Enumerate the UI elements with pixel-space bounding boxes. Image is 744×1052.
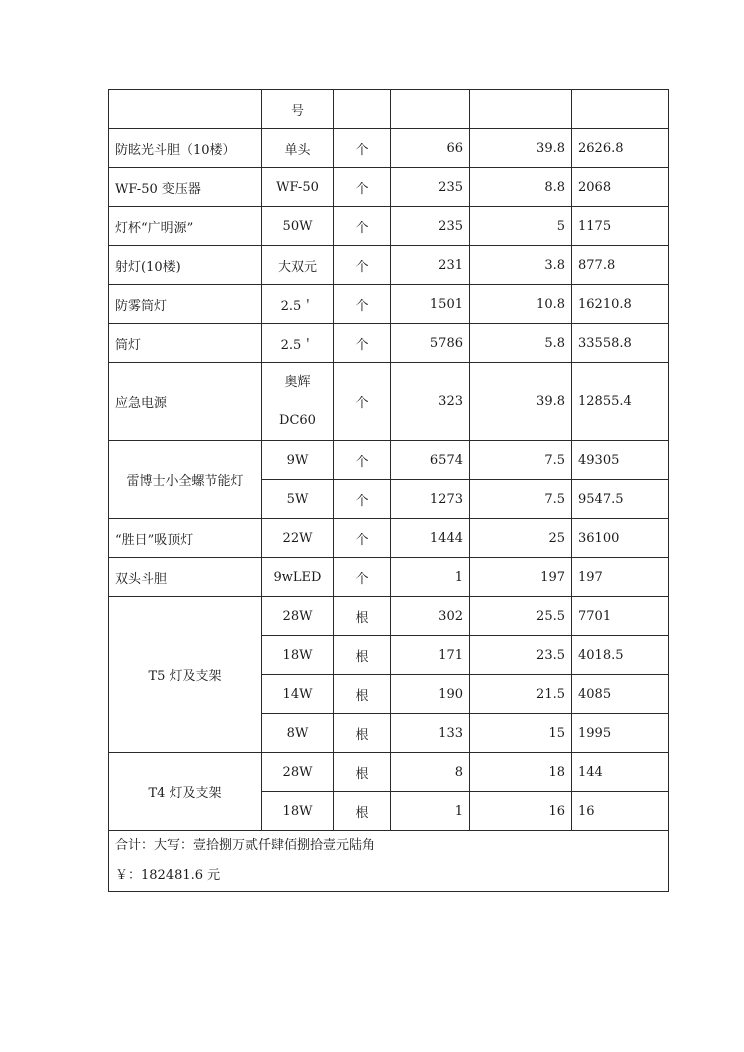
item-total: 33558.8 (572, 324, 669, 363)
item-spec: 5W (262, 480, 334, 519)
item-price: 7.5 (470, 480, 572, 519)
item-qty: 1273 (391, 480, 470, 519)
table-row (109, 207, 669, 246)
item-total: 4085 (572, 675, 669, 714)
header-price-cell (470, 90, 572, 129)
item-price: 25 (470, 519, 572, 558)
item-qty: 66 (391, 129, 470, 168)
item-total: 9547.5 (572, 480, 669, 519)
item-name: T5 灯及支架 (109, 597, 262, 753)
item-qty: 133 (391, 714, 470, 753)
item-unit: 个 (334, 207, 391, 246)
item-total: 877.8 (572, 246, 669, 285)
item-unit: 个 (334, 558, 391, 597)
item-spec: 18W (262, 636, 334, 675)
item-price: 8.8 (470, 168, 572, 207)
item-total: 12855.4 (572, 363, 669, 441)
table-header-row (109, 90, 669, 129)
total-amount: ￥：182481.6 元 (115, 868, 221, 883)
item-price: 3.8 (470, 246, 572, 285)
item-qty: 323 (391, 363, 470, 441)
item-total: 144 (572, 753, 669, 792)
item-spec: 28W (262, 753, 334, 792)
header-unit-cell (334, 90, 391, 129)
item-name: 双头斗胆 (109, 558, 262, 597)
item-price: 15 (470, 714, 572, 753)
item-price: 21.5 (470, 675, 572, 714)
item-total: 16210.8 (572, 285, 669, 324)
item-spec: 2.5＇ (262, 324, 334, 363)
total-cell (109, 831, 669, 892)
table-row (109, 129, 669, 168)
price-table (108, 89, 669, 892)
item-unit: 个 (334, 168, 391, 207)
table-row (109, 246, 669, 285)
header-qty-cell (391, 90, 470, 129)
item-spec (262, 363, 334, 441)
item-unit: 根 (334, 675, 391, 714)
item-spec-line-1: 奥辉 (284, 374, 311, 390)
item-spec: WF-50 (262, 168, 334, 207)
item-unit: 根 (334, 753, 391, 792)
item-qty: 1 (391, 558, 470, 597)
item-qty: 171 (391, 636, 470, 675)
item-price: 5.8 (470, 324, 572, 363)
item-total: 7701 (572, 597, 669, 636)
item-unit: 个 (334, 441, 391, 480)
header-name-cell (109, 90, 262, 129)
item-name: 防雾筒灯 (109, 285, 262, 324)
table-row (109, 285, 669, 324)
header-total-cell (572, 90, 669, 129)
item-name: “胜日”吸顶灯 (109, 519, 262, 558)
item-total: 2626.8 (572, 129, 669, 168)
item-total: 1175 (572, 207, 669, 246)
item-total: 1995 (572, 714, 669, 753)
item-total: 36100 (572, 519, 669, 558)
item-qty: 302 (391, 597, 470, 636)
item-spec: 14W (262, 675, 334, 714)
item-total: 197 (572, 558, 669, 597)
item-qty: 235 (391, 168, 470, 207)
table-row (109, 324, 669, 363)
item-name: 防眩光斗胆（10楼） (109, 129, 262, 168)
item-unit: 个 (334, 480, 391, 519)
table-row (109, 597, 669, 636)
item-price: 10.8 (470, 285, 572, 324)
item-qty: 8 (391, 753, 470, 792)
item-price: 7.5 (470, 441, 572, 480)
item-total: 2068 (572, 168, 669, 207)
item-total: 49305 (572, 441, 669, 480)
item-spec: 8W (262, 714, 334, 753)
table-row (109, 519, 669, 558)
item-price: 5 (470, 207, 572, 246)
item-unit: 个 (334, 246, 391, 285)
item-spec: 9W (262, 441, 334, 480)
table-row (109, 753, 669, 792)
table-row (109, 363, 669, 441)
item-price: 16 (470, 792, 572, 831)
item-unit: 个 (334, 285, 391, 324)
total-row (109, 831, 669, 892)
item-qty: 6574 (391, 441, 470, 480)
table-row (109, 441, 669, 480)
item-price: 25.5 (470, 597, 572, 636)
item-total: 16 (572, 792, 669, 831)
item-unit: 根 (334, 597, 391, 636)
item-name: 应急电源 (109, 363, 262, 441)
item-spec-line-2: DC60 (279, 412, 316, 428)
item-qty: 231 (391, 246, 470, 285)
item-unit: 个 (334, 129, 391, 168)
item-price: 39.8 (470, 129, 572, 168)
item-qty: 190 (391, 675, 470, 714)
header-spec-cell: 号 (262, 90, 334, 129)
item-price: 23.5 (470, 636, 572, 675)
item-qty: 235 (391, 207, 470, 246)
item-spec: 2.5＇ (262, 285, 334, 324)
item-spec: 28W (262, 597, 334, 636)
item-spec: 22W (262, 519, 334, 558)
item-spec: 单头 (262, 129, 334, 168)
item-spec: 18W (262, 792, 334, 831)
item-total: 4018.5 (572, 636, 669, 675)
item-qty: 1444 (391, 519, 470, 558)
item-name: WF-50 变压器 (109, 168, 262, 207)
item-name: 雷博士小全螺节能灯 (109, 441, 262, 519)
item-spec: 50W (262, 207, 334, 246)
item-price: 18 (470, 753, 572, 792)
table-row (109, 168, 669, 207)
item-name: 灯杯“广明源” (109, 207, 262, 246)
item-qty: 1501 (391, 285, 470, 324)
item-unit: 个 (334, 324, 391, 363)
item-unit: 根 (334, 714, 391, 753)
item-qty: 1 (391, 792, 470, 831)
item-price: 197 (470, 558, 572, 597)
item-unit: 根 (334, 792, 391, 831)
item-unit: 个 (334, 363, 391, 441)
item-spec: 9wLED (262, 558, 334, 597)
table-row (109, 558, 669, 597)
item-name: 射灯(10楼) (109, 246, 262, 285)
item-spec: 大双元 (262, 246, 334, 285)
total-in-words: 合计：大写：壹拾捌万贰仟肆佰捌拾壹元陆角 (115, 838, 376, 853)
item-name: T4 灯及支架 (109, 753, 262, 831)
item-price: 39.8 (470, 363, 572, 441)
item-name: 筒灯 (109, 324, 262, 363)
item-qty: 5786 (391, 324, 470, 363)
item-unit: 个 (334, 519, 391, 558)
item-unit: 根 (334, 636, 391, 675)
